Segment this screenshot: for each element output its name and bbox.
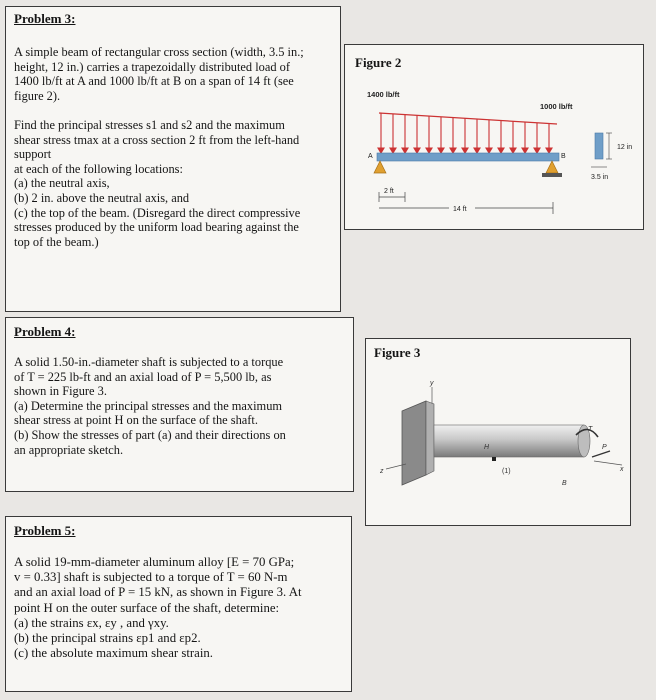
problem-3-text: A simple beam of rectangular cross section (width, 3.5 in.; height, 12 in.) carries a trapezoidally distributed load of 1400 lb/ft at A and 1000 lb/ft at B on a span of 14 ft (see figure 2). Find the principal stresses s1 and s2 and the maximum shear stress tmax at a cross section 2 ft from the left-hand support at each of the following locations: (a) the neutral axis, (b) 2 in. above the neutral axis, and (c) the top of the beam. (Disregard the direct compressive stresses produced by the uniform load bearing against the top of the beam.) — [14, 45, 304, 249]
axial-arrow — [592, 451, 610, 457]
height-label: 12 in — [617, 144, 633, 151]
beam — [377, 153, 559, 161]
section-1-label: (1) — [502, 468, 511, 475]
point-b-label: B — [561, 153, 566, 160]
wall — [402, 401, 426, 485]
support-a — [374, 161, 386, 173]
load-top-line — [379, 113, 557, 124]
figure-2-box — [344, 44, 644, 230]
problem-5-title: Problem 5: — [14, 523, 76, 538]
axis-z-label: z — [380, 468, 384, 475]
shaft — [434, 425, 584, 457]
problem-4-text: A solid 1.50-in.-diameter shaft is subjected to a torque of T = 225 lb-ft and an axial load of P = 5,500 lb, as shown in Figure 3. (a) Determine the principal stresses and the maximum shear stress at point H on the surface of the shaft. (b) Show the stresses of part (a) and their directions on an appropriate sketch. — [14, 355, 286, 457]
cross-section — [595, 133, 603, 159]
torque-label: T — [588, 426, 593, 433]
dim-14ft: 14 ft — [453, 206, 467, 213]
problem-4-box — [5, 317, 354, 492]
width-label: 3.5 in — [591, 174, 609, 181]
problem-4-title: Problem 4: — [14, 324, 76, 339]
load-left-label: 1400 lb/ft — [367, 90, 400, 99]
figure-3-box — [365, 338, 631, 526]
problem-3-box — [5, 6, 341, 312]
axial-label: P — [602, 444, 607, 451]
figure-2-label: Figure 2 — [355, 55, 402, 70]
point-h-label: H — [484, 444, 490, 451]
support-b — [546, 161, 558, 173]
dim-2ft: 2 ft — [384, 188, 394, 195]
figure-3-label: Figure 3 — [374, 345, 421, 360]
problem-3-title: Problem 3: — [14, 11, 76, 26]
load-arrows — [378, 113, 552, 153]
axis-x-label: x — [620, 466, 624, 473]
point-h — [492, 457, 496, 461]
roller-b — [542, 173, 562, 177]
load-right-label: 1000 lb/ft — [540, 102, 573, 111]
problem-5-text: A solid 19-mm-diameter aluminum alloy [E = 70 GPa; v = 0.33] shaft is subjected to a torque of T = 60 N-m and an axial load of P = 15 kN, as shown in Figure 3. At point H on the outer surface of the shaft, determine: (a) the strains εx, εy , and γxy. (b) the principal strains εp1 and εp2. (c) the absolute maximum shear strain. — [14, 555, 302, 661]
point-a-label: A — [368, 153, 373, 160]
axis-y-label: y — [430, 380, 434, 387]
shaft-diagram — [366, 339, 632, 527]
point-b-label: B — [562, 480, 567, 487]
problem-5-box — [5, 516, 352, 692]
beam-diagram — [345, 45, 645, 231]
